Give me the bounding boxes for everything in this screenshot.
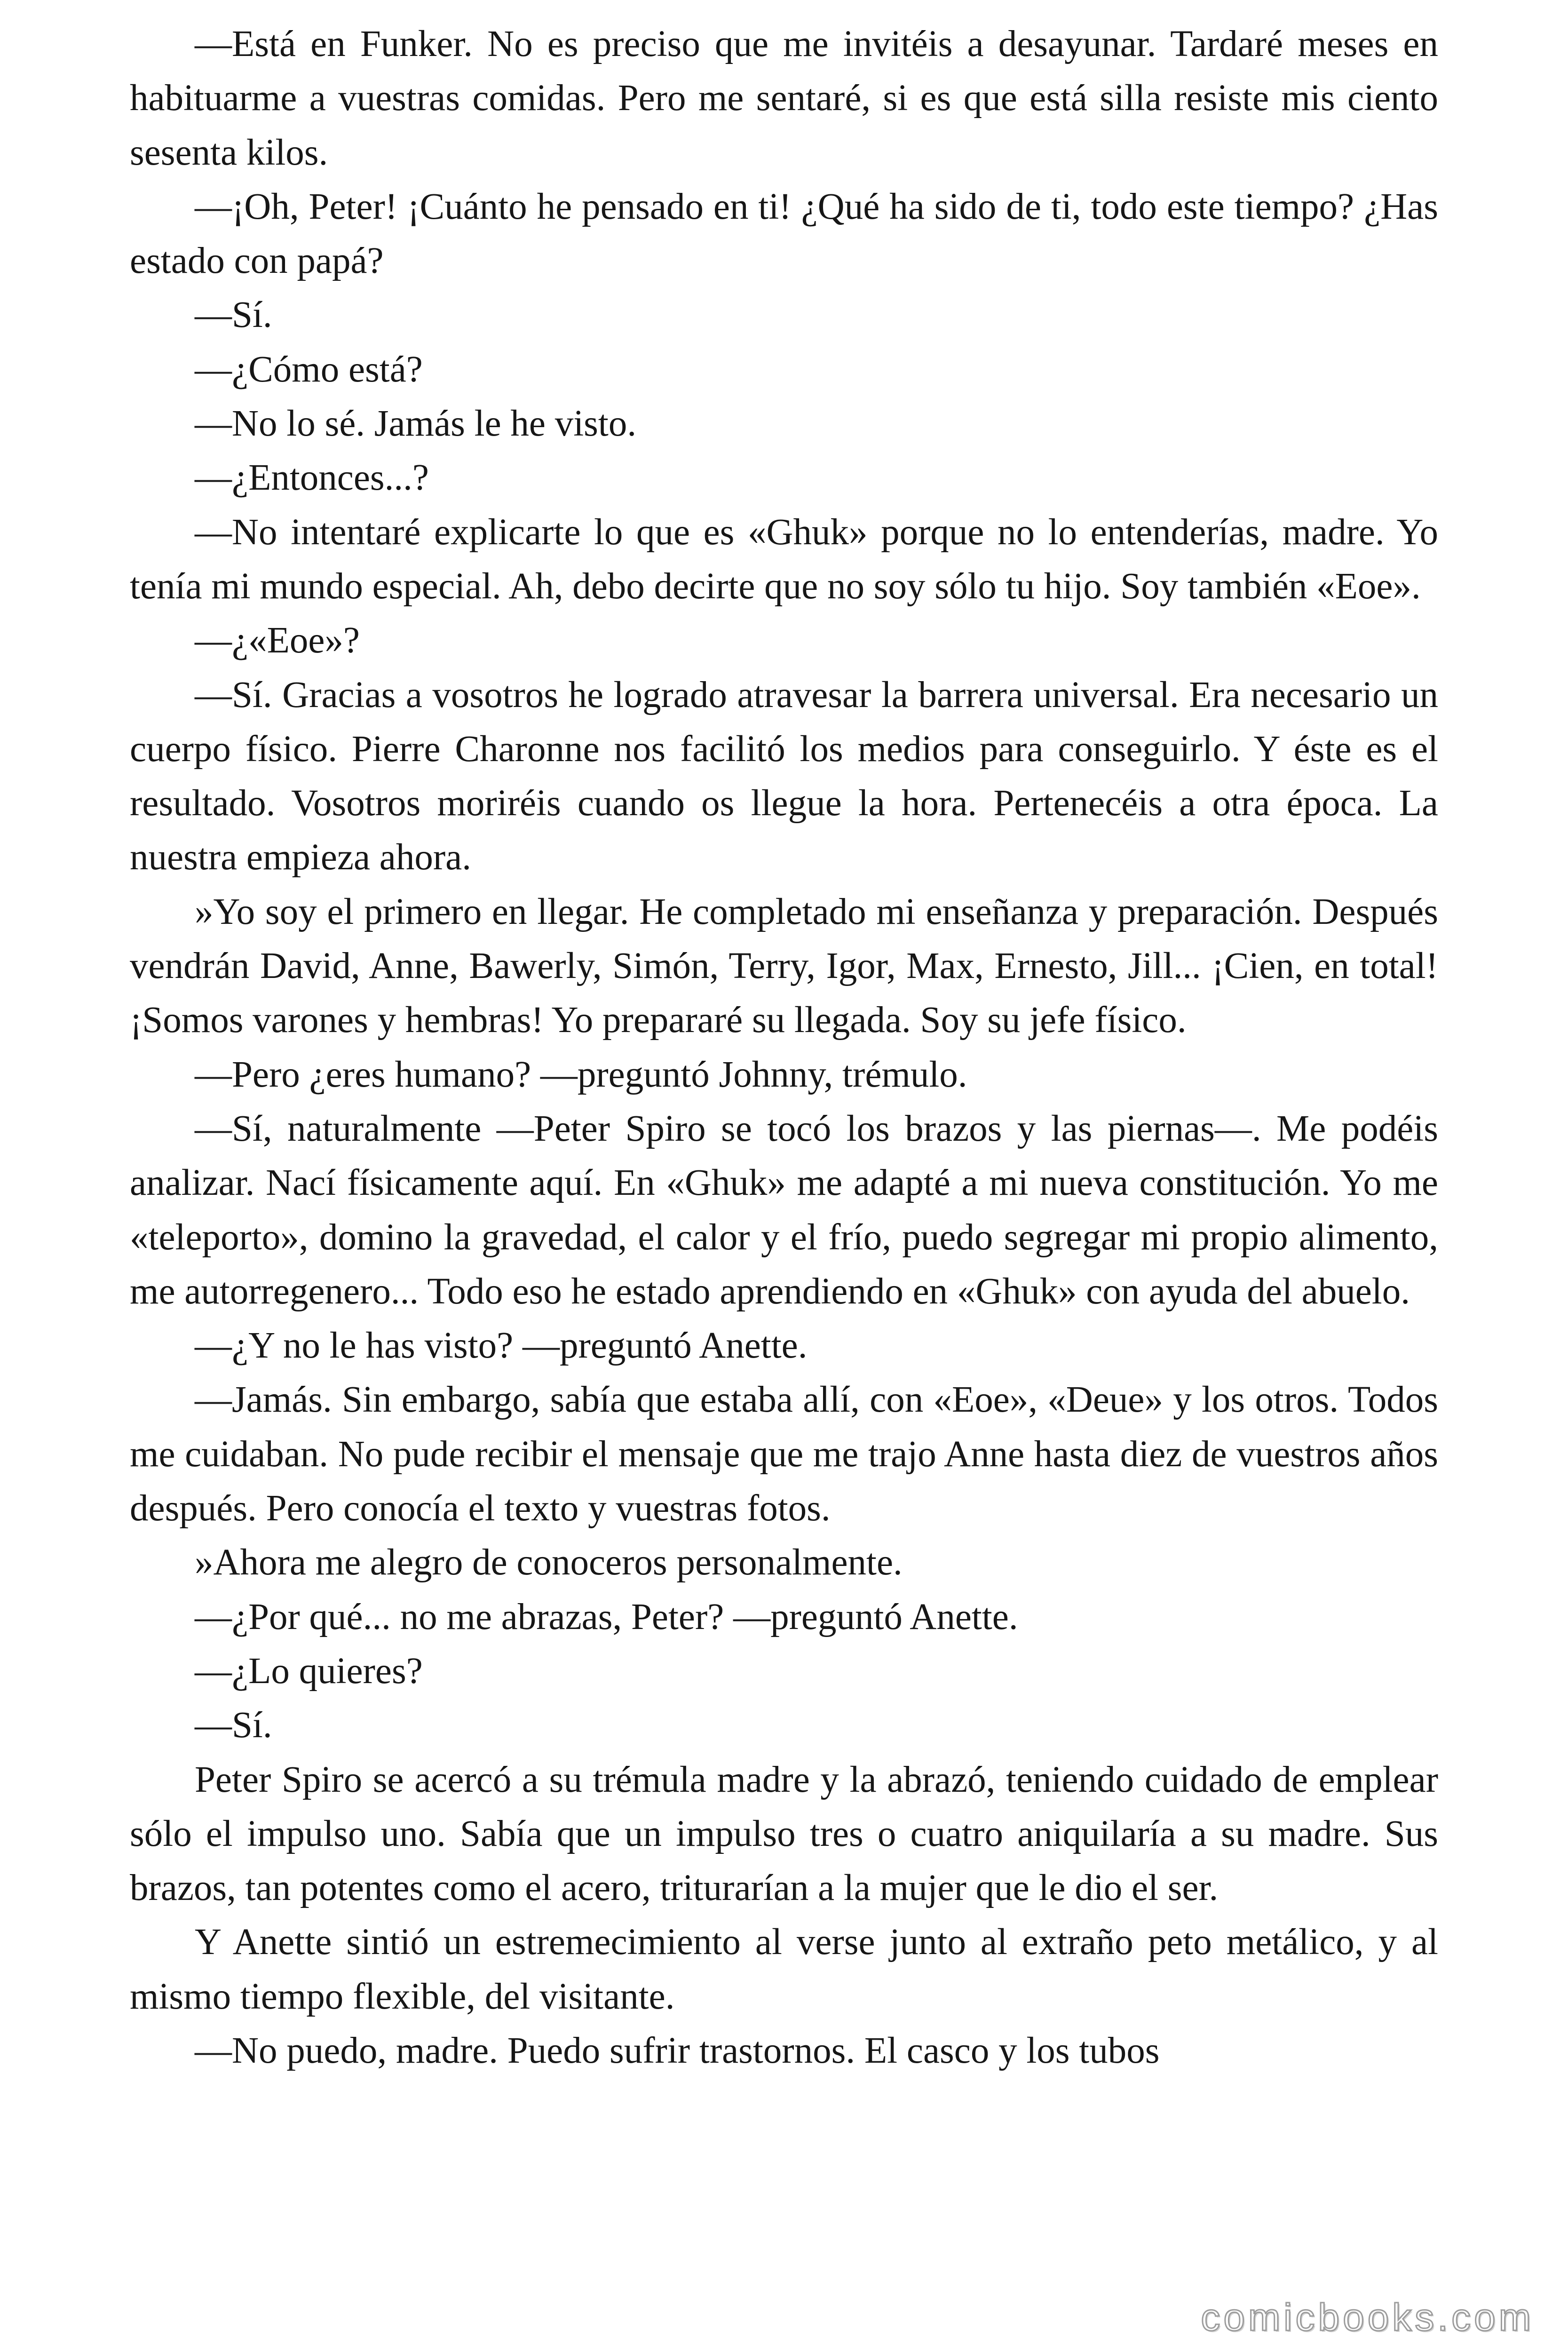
paragraph: —Jamás. Sin embargo, sabía que estaba allí, con «Eoe», «Deue» y los otros. Todos me cuidaban. No pude recibir el mensaje que me trajo Anne hasta diez de vuestros años después. Pero conocía el texto y vuestras fotos.	[130, 1379, 1438, 1529]
paragraph: »Yo soy el primero en llegar. He completado mi enseñanza y preparación. Después vendrán David, Anne, Bawerly, Simón, Terry, Igor, Max, Ernesto, Jill... ¡Cien, en total! ¡Somos varones y hembras! Yo prepararé su llegada. Soy su jefe físico.	[130, 891, 1438, 1041]
paragraph: —¡Oh, Peter! ¡Cuánto he pensado en ti! ¿Qué ha sido de ti, todo este tiempo? ¿Has estado con papá?	[130, 186, 1438, 282]
paragraph: —Sí.	[195, 294, 272, 336]
paragraph: —¿Cómo está?	[195, 349, 423, 390]
paragraph: —No puedo, madre. Puedo sufrir trastornos. El casco y los tubos	[195, 2030, 1160, 2071]
paragraph: —Está en Funker. No es preciso que me invitéis a desayunar. Tardaré meses en habituarme a vuestras comidas. Pero me sentaré, si es que está silla resiste mis ciento sesenta kilos.	[130, 24, 1438, 173]
paragraph: —¿«Eoe»?	[195, 620, 360, 661]
paragraph: —Sí. Gracias a vosotros he logrado atravesar la barrera universal. Era necesario un cuerpo físico. Pierre Charonne nos facilitó los medios para conseguirlo. Y éste es el resultado. Vosotros moriréis cuando os llegue la hora. Pertenecéis a otra época. La nuestra empieza ahora.	[130, 674, 1438, 878]
paragraph: —¿Por qué... no me abrazas, Peter? —preguntó Anette.	[195, 1596, 1018, 1637]
paragraph: —No lo sé. Jamás le he visto.	[195, 403, 637, 445]
paragraph: —¿Entonces...?	[195, 457, 429, 499]
paragraph: Peter Spiro se acercó a su trémula madre y la abrazó, teniendo cuidado de emplear sólo el impulso uno. Sabía que un impulso tres o cuatro aniquilaría a su madre. Sus brazos, tan potentes como el acero, triturarían a la mujer que le dio el ser.	[130, 1759, 1438, 1909]
paragraph: —¿Y no le has visto? —preguntó Anette.	[195, 1325, 808, 1367]
paragraph: —Sí.	[195, 1705, 272, 1746]
paragraph: —No intentaré explicarte lo que es «Ghuk» porque no lo entenderías, madre. Yo tenía mi mundo especial. Ah, debo decirte que no soy sólo tu hijo. Soy también «Eoe».	[130, 511, 1438, 607]
paragraph: »Ahora me alegro de conoceros personalmente.	[195, 1542, 903, 1583]
paragraph: —Pero ¿eres humano? —preguntó Johnny, trémulo.	[195, 1054, 967, 1095]
paragraph: —¿Lo quieres?	[195, 1650, 423, 1692]
paragraph: —Sí, naturalmente —Peter Spiro se tocó los brazos y las piernas—. Me podéis analizar. Nací físicamente aquí. En «Ghuk» me adapté a mi nueva constitución. Yo me «teleporto», domino la gravedad, el calor y el frío, puedo segregar mi propio alimento, me autorregenero... Todo eso he estado aprendiendo en «Ghuk» con ayuda del abuelo.	[130, 1108, 1438, 1312]
watermark: comicbooks.com	[1201, 2296, 1534, 2339]
paragraph: Y Anette sintió un estremecimiento al verse junto al extraño peto metálico, y al mismo tiempo flexible, del visitante.	[130, 1922, 1438, 2017]
page-body-text	[130, 17, 1438, 2078]
